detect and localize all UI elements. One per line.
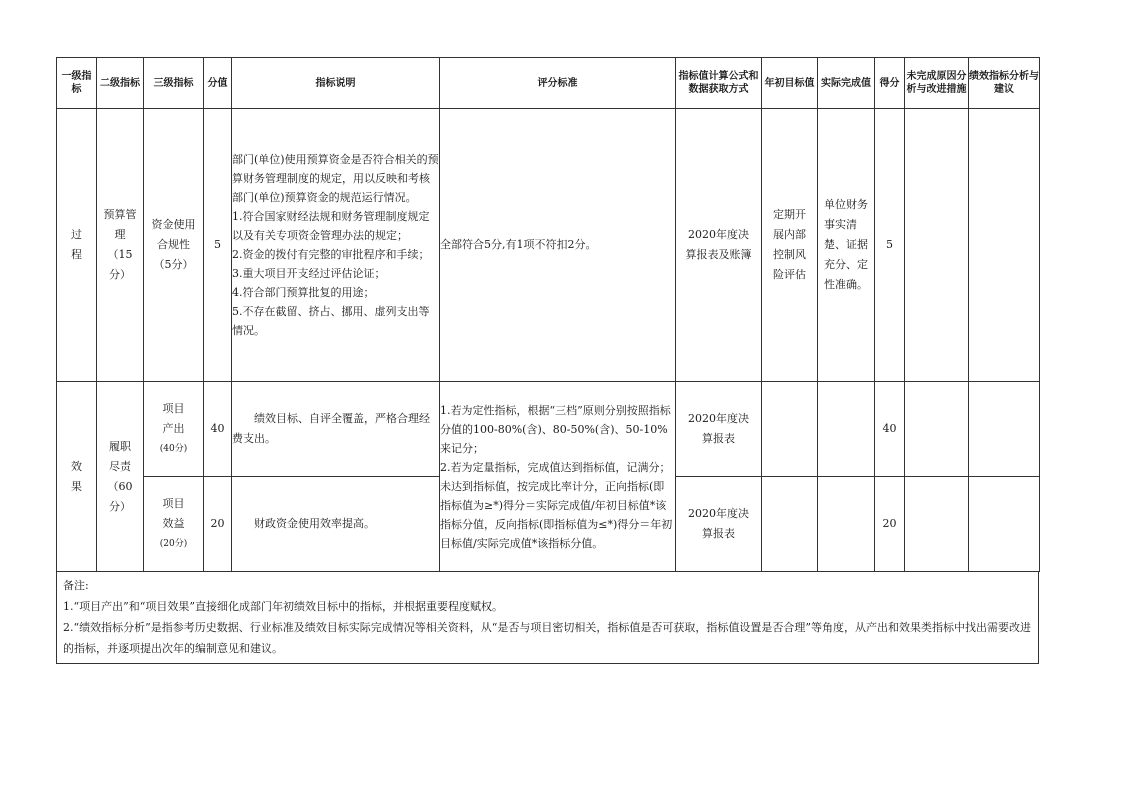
header-analysis: 绩效指标分析与建议 [969, 58, 1040, 109]
process-weight: 5 [204, 109, 232, 382]
output-target [762, 382, 818, 477]
output-weight: 40 [204, 382, 232, 477]
benefit-analysis [969, 477, 1040, 572]
effect-level2: 履职尽责（60分） [97, 382, 144, 572]
performance-evaluation-page [56, 57, 1039, 664]
process-actual: 单位财务事实清楚、证据充分、定性准确。 [818, 109, 875, 382]
output-level3 [144, 382, 204, 477]
benefit-level3-sub: (20分) [159, 539, 188, 549]
output-score: 40 [875, 382, 905, 477]
header-level1: 一级指标 [57, 58, 97, 109]
header-formula: 指标值计算公式和数据获取方式 [676, 58, 762, 109]
output-formula: 2020年度决算报表 [676, 382, 762, 477]
header-target: 年初目标值 [762, 58, 818, 109]
process-row [57, 109, 1040, 382]
benefit-weight: 20 [204, 477, 232, 572]
process-analysis [969, 109, 1040, 382]
effect-criteria [440, 382, 676, 572]
benefit-level3-label: 项目效益 [162, 497, 185, 530]
notes-item-2: 2.“绩效指标分析”是指参考历史数据、行业标准及绩效目标实际完成情况等相关资料，从“是否与项目密切相关，指标值是否可获取，指标值设置是否合理”等角度，从产出和效果类指标中找出需要改进的指标，并逐项提出次年的编制意见和建议。 [63, 621, 1031, 655]
effect-criteria-item-1: 1.若为定性指标，根据“三档”原则分别按照指标分值的100-80%(含)、80-50%(含)、50-10%来记分； [440, 403, 671, 455]
notes-section [56, 572, 1039, 664]
header-description: 指标说明 [232, 58, 440, 109]
notes-title: 备注: [63, 579, 89, 592]
header-actual: 实际完成值 [818, 58, 875, 109]
benefit-level3 [144, 477, 204, 572]
header-weight: 分值 [204, 58, 232, 109]
benefit-formula: 2020年度决算报表 [676, 477, 762, 572]
process-desc-item-4: 4.符合部门预算批复的用途； [232, 286, 375, 299]
benefit-score: 20 [875, 477, 905, 572]
process-desc-item-3: 3.重大项目开支经过评估论证； [232, 267, 386, 280]
effect-output-row [57, 382, 1040, 477]
benefit-description: 财政资金使用效率提高。 [232, 477, 440, 572]
output-level3-sub: (40分) [159, 444, 188, 454]
output-reason [905, 382, 969, 477]
benefit-target [762, 477, 818, 572]
notes-item-1: 1.“项目产出”和“项目效果”直接细化成部门年初绩效目标中的指标，并根据重要程度赋权。 [63, 600, 503, 613]
header-reason: 未完成原因分析与改进措施 [905, 58, 969, 109]
process-description [232, 109, 440, 382]
process-level1: 过程 [57, 109, 97, 382]
process-desc-item-1: 1.符合国家财经法规和财务管理制度规定以及有关专项资金管理办法的规定； [232, 210, 430, 242]
header-level3: 三级指标 [144, 58, 204, 109]
output-description: 绩效目标、自评全覆盖，严格合理经费支出。 [232, 382, 440, 477]
process-level2: 预算管理（15分） [97, 109, 144, 382]
header-score: 得分 [875, 58, 905, 109]
performance-table [56, 57, 1040, 572]
process-reason [905, 109, 969, 382]
process-desc-item-5: 5.不存在截留、挤占、挪用、虚列支出等情况。 [232, 305, 430, 337]
header-level2: 二级指标 [97, 58, 144, 109]
benefit-actual [818, 477, 875, 572]
header-criteria: 评分标准 [440, 58, 676, 109]
output-analysis [969, 382, 1040, 477]
header-row [57, 58, 1040, 109]
process-target: 定期开展内部控制风险评估 [762, 109, 818, 382]
process-formula: 2020年度决算报表及账簿 [676, 109, 762, 382]
process-desc-item-2: 2.资金的拨付有完整的审批程序和手续； [232, 248, 430, 261]
output-actual [818, 382, 875, 477]
process-level3: 资金使用合规性（5分） [144, 109, 204, 382]
output-level3-label: 项目产出 [162, 402, 185, 435]
process-score: 5 [875, 109, 905, 382]
effect-criteria-item-2: 2.若为定量指标，完成值达到指标值，记满分；未达到指标值，按完成比率计分，正向指标(即指标值为≥*)得分＝实际完成值/年初目标值*该指标分值，反向指标(即指标值为≤*)得分＝年初目标值/实际完成值*该指标分值。 [440, 460, 673, 550]
process-desc-intro: 部门(单位)使用预算资金是否符合相关的预算财务管理制度的规定，用以反映和考核部门(单位)预算资金的规范运行情况。 [232, 153, 439, 204]
process-criteria: 全部符合5分,有1项不符扣2分。 [440, 109, 676, 382]
benefit-reason [905, 477, 969, 572]
effect-level1: 效果 [57, 382, 97, 572]
